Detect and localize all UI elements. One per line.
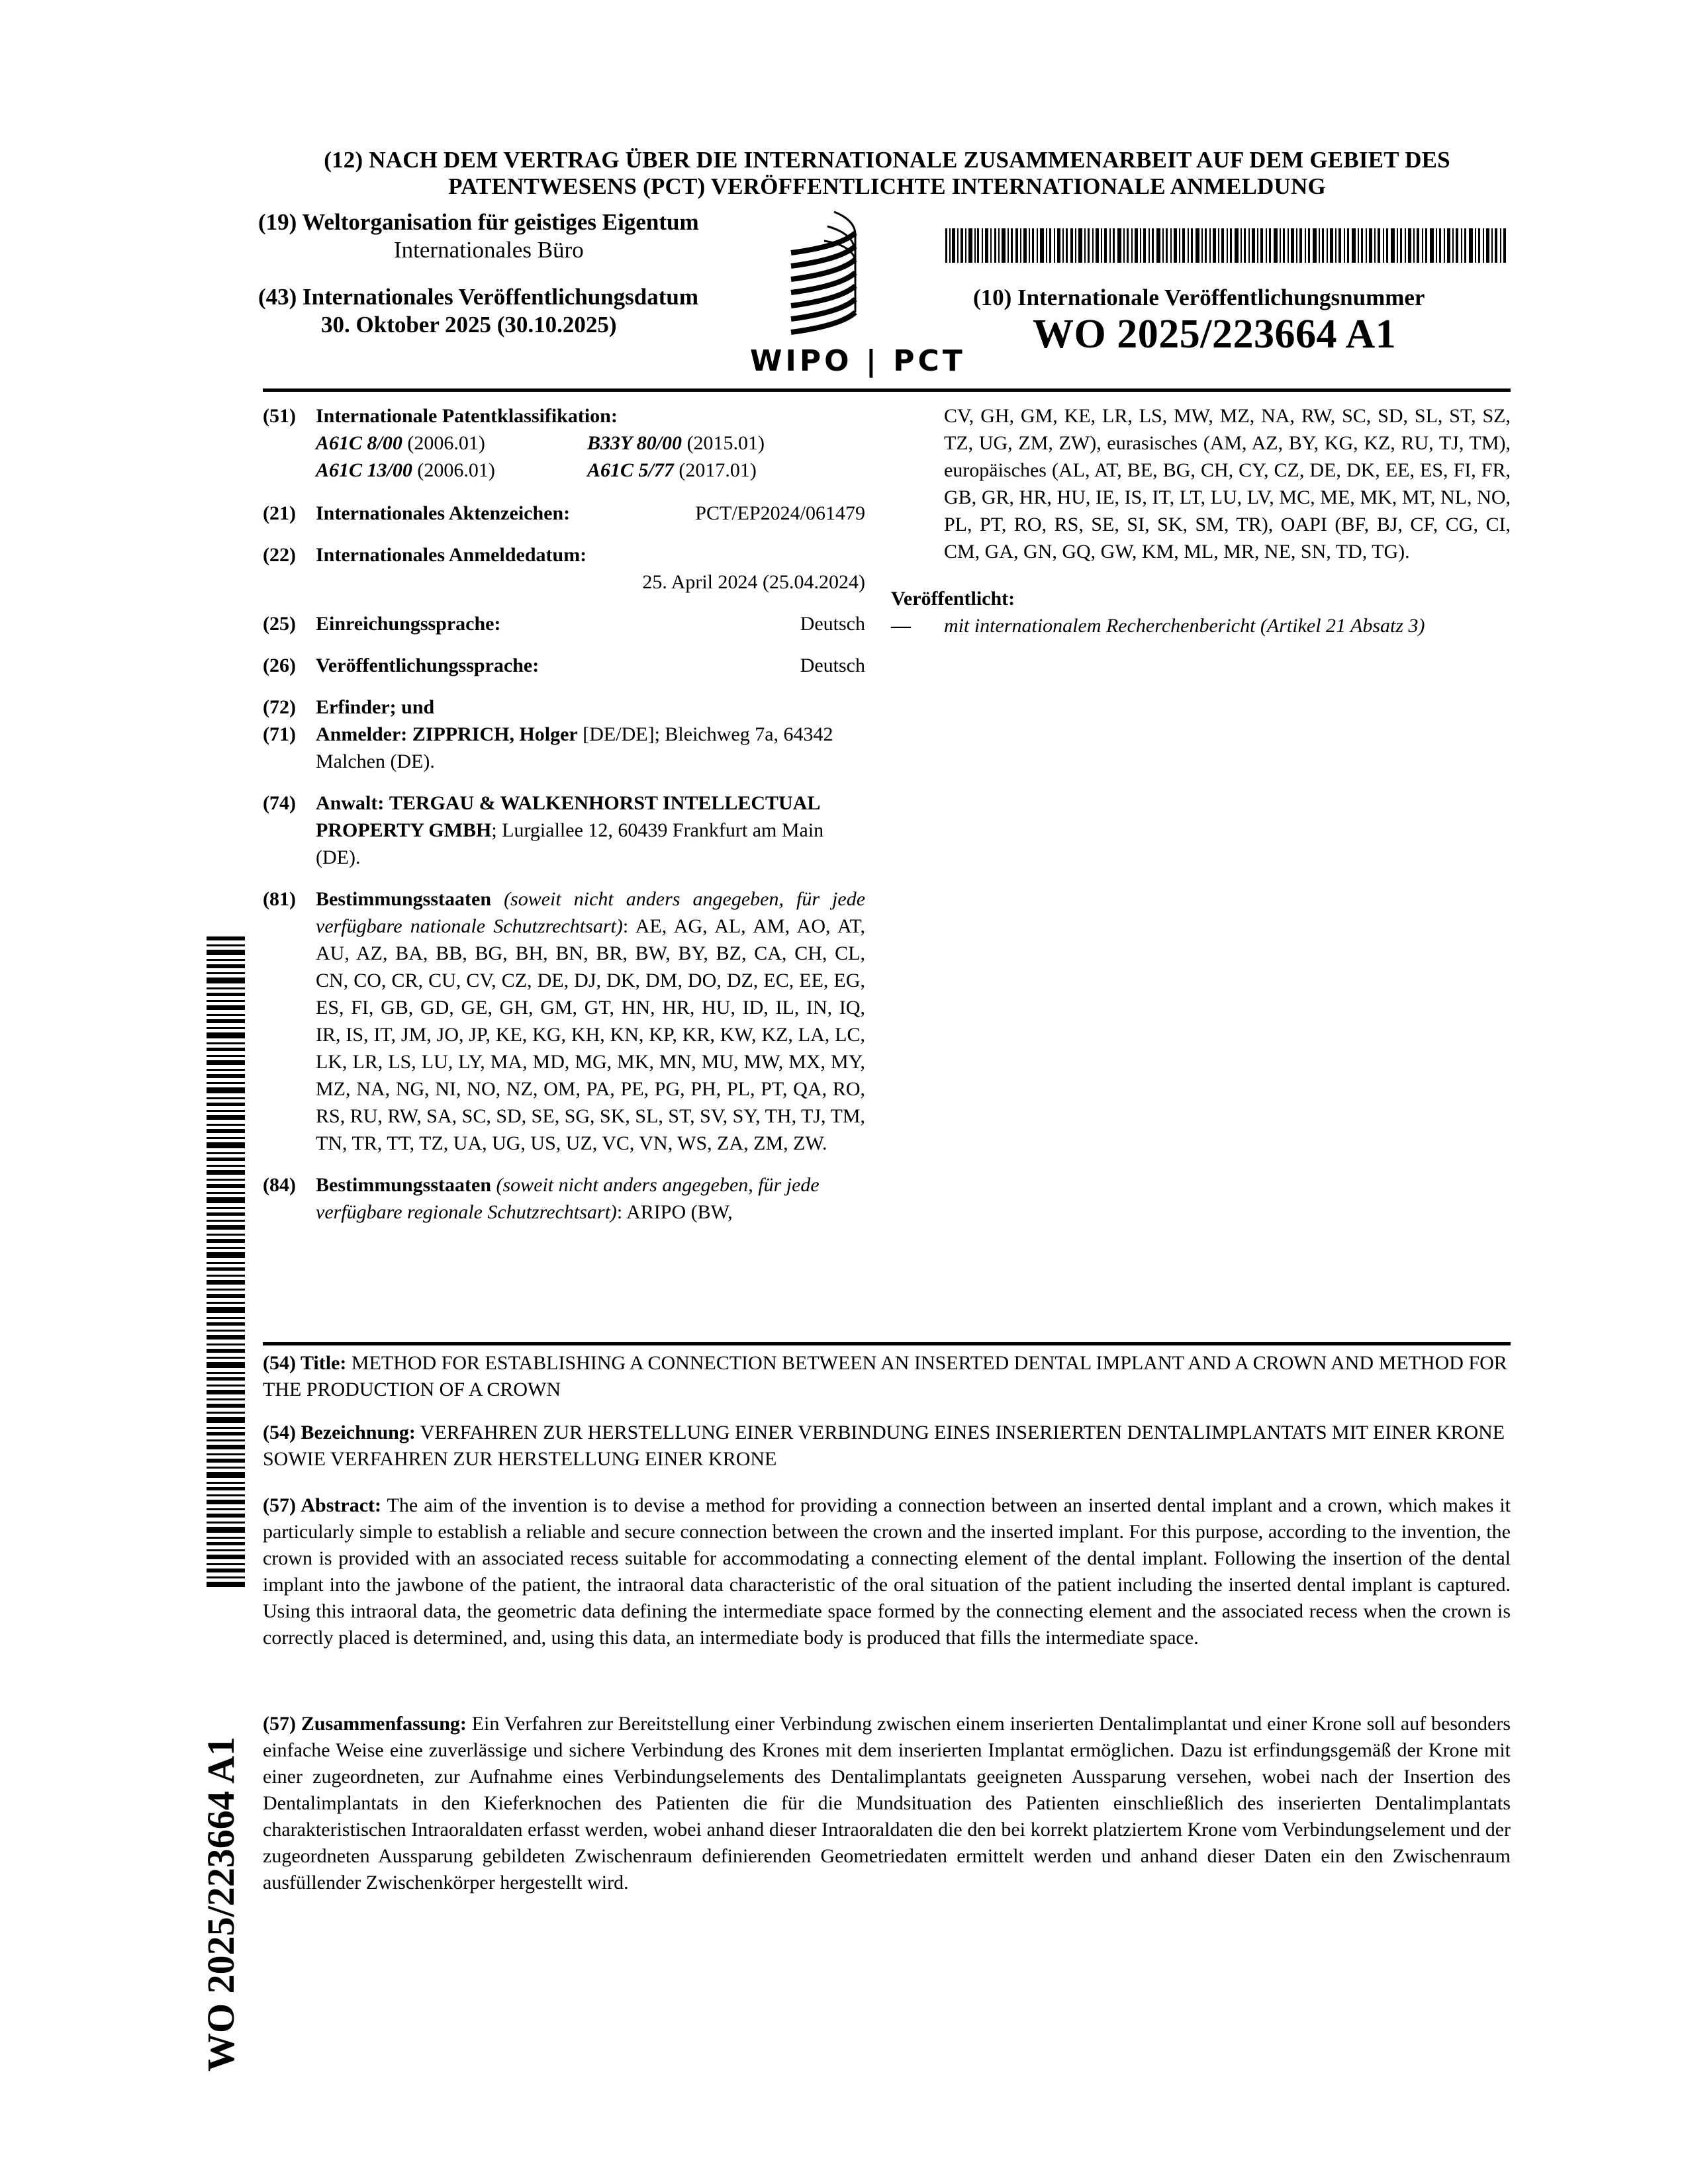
- barcode-icon: [945, 228, 1507, 263]
- ipc-entry: [263, 402, 865, 484]
- publication-number: WO 2025/223664 A1: [1033, 312, 1397, 357]
- header-title-line2: PATENTWESENS (PCT) VERÖFFENTLICHTE INTERNATIONALE ANMELDUNG: [448, 173, 1326, 199]
- organization-office: Internationales Büro: [394, 237, 584, 263]
- national-states-label: Bestimmungsstaaten: [316, 888, 492, 910]
- filing-date-label: Internationales Anmeldedatum:: [316, 544, 587, 566]
- filing-language-entry: [263, 610, 865, 637]
- inventor-entry: [263, 694, 865, 721]
- entry-number: (72): [263, 696, 296, 718]
- abstract-divider: [263, 1342, 1511, 1345]
- entry-number: (25): [263, 613, 296, 635]
- application-number-value: PCT/EP2024/061479: [695, 502, 865, 524]
- filing-language-label: Einreichungssprache:: [316, 613, 501, 635]
- published-label: Veröffentlicht:: [891, 588, 1015, 610]
- agent-label: Anwalt:: [316, 792, 385, 814]
- national-states-entry: [263, 886, 865, 1157]
- organization-name: (19) Weltorganisation für geistiges Eigentum: [258, 209, 699, 235]
- entry-number: (21): [263, 502, 296, 524]
- applicant-entry: [263, 721, 865, 775]
- title-english: [263, 1350, 1511, 1403]
- title-german-text: VERFAHREN ZUR HERSTELLUNG EINER VERBINDUNG EINES INSERIERTEN DENTALIMPLANTATS MIT EINER KRONE SOWIE VERFAHREN ZUR HERSTELLUNG EINER KRONE: [263, 1422, 1505, 1470]
- abstract-english-text: The aim of the invention is to devise a method for providing a connection between an inserted dental implant and a crown, which makes it particularly simple to establish a reliable and secure connection between the crown and the inserted implant. For this purpose, according to the invention, the crown is provided with an associated recess suitable for accommodating a connecting element of the dental implant. Following the insertion of the dental implant into the jawbone of the patient, the intraoral data characteristic of the oral situation of the patient including the inserted dental implant is captured. Using this intraoral data, the geometric data defining the intermediate space formed by the connecting element and the associated recess when the crown is correctly placed is determined, and, using this data, an intermediate body is produced that fills the intermediate space.: [263, 1494, 1511, 1649]
- regional-states-entry: [263, 1171, 865, 1226]
- applicant-details: [DE/DE]; Bleichweg 7a, 64342 Malchen (DE).: [316, 723, 833, 772]
- wipo-pct-logo-text: WIPO | PCT: [750, 344, 966, 378]
- entry-number: (26): [263, 655, 296, 676]
- organization-block: [258, 208, 748, 264]
- national-states-note: (soweit nicht anders angegeben, für jede verfügbare nationale Schutzrechtsart): [316, 888, 866, 937]
- published-item-text: mit internationalem Recherchenbericht (Artikel 21 Absatz 3): [944, 615, 1425, 637]
- entry-number: (81): [263, 888, 296, 910]
- published-item: [891, 612, 1511, 639]
- header-divider: [263, 388, 1511, 392]
- ipc-code: A61C 8/00: [316, 432, 402, 454]
- title-german: [263, 1420, 1511, 1473]
- agent-name: TERGAU & WALKENHORST INTELLECTUAL PROPERTY GMBH: [316, 792, 820, 841]
- publication-language-label: Veröffentlichungssprache:: [316, 655, 539, 676]
- abstract-german: [263, 1711, 1511, 1896]
- dash-icon: —: [891, 615, 911, 637]
- abstract-german-label: (57) Zusammenfassung:: [263, 1713, 467, 1735]
- abstract-german-text: Ein Verfahren zur Bereitstellung einer Verbindung zwischen einem inserierten Dentalimplantat und einer Krone soll auf besonders einfache Weise eine zuverlässige und sichere Verbindung des Krones mit dem inserierten Implantat ermöglichen. Dazu ist erfindungsgemäß der Krone mit einer zugeordneten, zur Aufnahme eines Verbindungselements des Dentalimplantats geeigneten Aussparung versehen, wobei nach der Insertion des Dentalimplantats in den Kieferknochen des Patienten die für die Mundsituation des Patienten einschließlich des inserierten Dentalimplantats charakteristischen Intraoraldaten erfasst werden, wobei anhand dieser Intraoraldaten die den bei korrekt platziertem Krone vom Verbindungselement und der zugeordneten Aussparung gebildeten Zwischenraum definierenden Geometriedaten ermittelt werden und anhand dieser Daten ein den Zwischenraum ausfüllender Zwischenkörper hergestellt wird.: [263, 1713, 1511, 1893]
- ipc-code: A61C 13/00: [316, 459, 412, 481]
- publication-language-entry: [263, 652, 865, 679]
- publication-number-label: (10) Internationale Veröffentlichungsnummer: [973, 285, 1425, 310]
- side-barcode-icon: [207, 936, 245, 1592]
- ipc-version: (2006.01): [417, 459, 495, 481]
- filing-date-value: 25. April 2024 (25.04.2024): [642, 571, 865, 593]
- bibliographic-data-right: [891, 402, 1511, 639]
- national-states-list: : AE, AG, AL, AM, AO, AT, AU, AZ, BA, BB, BG, BH, BN, BR, BW, BY, BZ, CA, CH, CL, CN, CO, CR, CU, CV, CZ, DE, DJ, DK, DM, DO, DZ, EC, EE, EG, ES, FI, GB, GD, GE, GH, GM, GT, HN, HR, HU, ID, IL, IN, IQ, IR, IS, IT, JM, JO, JP, KE, KG, KH, KN, KP, KR, KW, KZ, LA, LC, LK, LR, LS, LU, LY, MA, MD, MG, MK, MN, MU, MW, MX, MY, MZ, NA, NG, NI, NO, NZ, OM, PA, PE, PG, PH, PL, PT, QA, RO, RS, RU, RW, SA, SC, SD, SE, SG, SK, SL, ST, SV, SY, TH, TJ, TM, TN, TR, TT, TZ, UA, UG, US, UZ, VC, VN, WS, ZA, ZM, ZW.: [316, 915, 866, 1154]
- publication-date-label: (43) Internationales Veröffentlichungsdatum: [258, 284, 699, 310]
- agent-entry: [263, 790, 865, 871]
- ipc-number: (51): [263, 405, 296, 427]
- publication-date-value: 30. Oktober 2025 (30.10.2025): [321, 312, 617, 338]
- filing-language-value: Deutsch: [800, 613, 865, 635]
- applicant-name: ZIPPRICH, Holger: [412, 723, 578, 745]
- publication-date-block: [258, 283, 748, 339]
- title-english-text: METHOD FOR ESTABLISHING A CONNECTION BETWEEN AN INSERTED DENTAL IMPLANT AND A CROWN AND METHOD FOR THE PRODUCTION OF A CROWN: [263, 1352, 1507, 1400]
- regional-states-label: Bestimmungsstaaten: [316, 1174, 492, 1196]
- abstract-english: [263, 1492, 1511, 1651]
- header-title-line1: (12) NACH DEM VERTRAG ÜBER DIE INTERNATIONALE ZUSAMMENARBEIT AUF DEM GEBIET DES: [324, 147, 1450, 173]
- title-english-label: (54) Title:: [263, 1352, 347, 1374]
- document-header-title: [265, 147, 1509, 200]
- side-publication-number: WO 2025/223664 A1: [199, 1737, 242, 2071]
- inventor-label: Erfinder; und: [316, 696, 435, 718]
- ipc-code: B33Y 80/00: [587, 432, 682, 454]
- title-german-label: (54) Bezeichnung:: [263, 1422, 416, 1443]
- entry-number: (84): [263, 1174, 296, 1196]
- application-number-label: Internationales Aktenzeichen:: [316, 502, 571, 524]
- ipc-version: (2006.01): [407, 432, 485, 454]
- ipc-version: (2015.01): [686, 432, 765, 454]
- entry-number: (74): [263, 792, 296, 814]
- ipc-code: A61C 5/77: [587, 459, 674, 481]
- bibliographic-data-left: [263, 402, 865, 1226]
- entry-number: (71): [263, 723, 296, 745]
- regional-states-list-continued: CV, GH, GM, KE, LR, LS, MW, MZ, NA, RW, SC, SD, SL, ST, SZ, TZ, UG, ZM, ZW), eurasisches (AM, AZ, BY, KG, KZ, RU, TJ, TM), europäisches (AL, AT, BE, BG, CH, CY, CZ, DE, DK, EE, ES, FI, FR, GB, GR, HR, HU, IE, IS, IT, LT, LU, LV, MC, ME, MK, MT, NL, NO, PL, PT, RO, RS, SE, SI, SK, SM, TR), OAPI (BF, BJ, CF, CG, CI, CM, GA, GN, GQ, GW, KM, ML, MR, NE, SN, TD, TG).: [944, 405, 1511, 563]
- ipc-version: (2017.01): [679, 459, 757, 481]
- regional-states-note: (soweit nicht anders angegeben, für jede verfügbare regionale Schutzrechtsart): [316, 1174, 820, 1223]
- wipo-logo-icon: [788, 206, 867, 339]
- entry-number: (22): [263, 544, 296, 566]
- abstract-english-label: (57) Abstract:: [263, 1494, 381, 1516]
- application-number-entry: [263, 500, 865, 527]
- filing-date-entry: [263, 541, 865, 596]
- publication-language-value: Deutsch: [800, 655, 865, 676]
- applicant-label: Anmelder:: [316, 723, 408, 745]
- regional-states-list-start: : ARIPO (BW,: [616, 1201, 733, 1223]
- agent-details: ; Lurgiallee 12, 60439 Frankfurt am Main (DE).: [316, 819, 824, 868]
- ipc-label: Internationale Patentklassifikation:: [316, 405, 618, 427]
